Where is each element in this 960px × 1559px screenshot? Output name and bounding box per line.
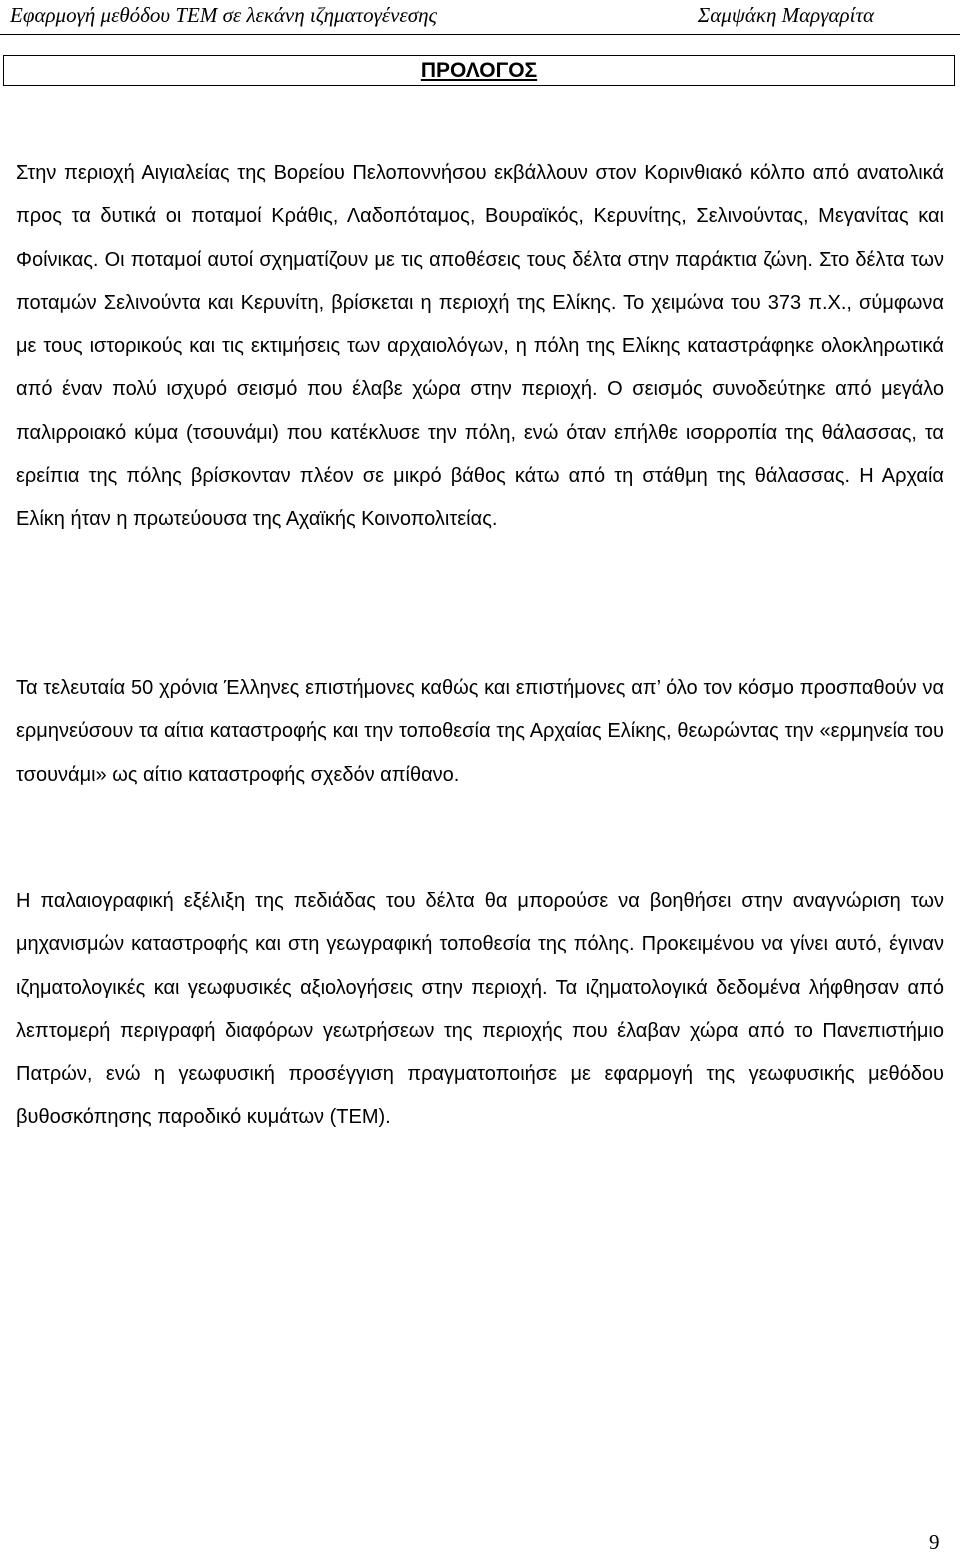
paragraph-intro: Στην περιοχή Αιγιαλείας της Βορείου Πελοποννήσου εκβάλλουν στον Κορινθιακό κόλπο από ανατολικά προς τα δυτικά οι ποταμοί Κράθις, Λαδοπόταμος, Βουραϊκός, Κερυνίτης, Σελινούντας, Μεγανίτας και Φοίνικας. Οι ποταμοί αυτοί σχηματίζουν με τις αποθέσεις τους δέλτα στην παράκτια ζώνη. Στο δέλτα των ποταμών Σελινούντα και Κερυνίτη, βρίσκεται η περιοχή της Ελίκης. Το χειμώνα του 373 π.Χ., σύμφωνα με τους ιστορικούς και τις εκτιμήσεις των αρχαιολόγων, η πόλη της Ελίκης καταστράφηκε ολοκληρωτικά από έναν πολύ ισχυρό σεισμό που έλαβε χώρα στην περιοχή. Ο σεισμός συνοδεύτηκε από μεγάλο παλιρροιακό κύμα (τσουνάμι) που κατέκλυσε την πόλη, ενώ όταν επήλθε ισορροπία της θάλασσας, τα ερείπια της πόλης βρίσκονταν πλέον σε μικρό βάθος κάτω από τη στάθμη της θάλασσας. Η Αρχαία Ελίκη ήταν η πρωτεύουσα της Αχαϊκής Κοινοπολιτείας.: [16, 162, 944, 531]
section-title: ΠΡΟΛΟΓΟΣ: [420, 59, 538, 82]
header-author: Σαμψάκη Μαργαρίτα: [697, 3, 874, 27]
page-number: 9: [929, 1530, 940, 1554]
section-title-box: [3, 55, 955, 86]
header-divider: [0, 34, 960, 35]
paragraph-methods: Η παλαιογραφική εξέλιξη της πεδιάδας του δέλτα θα μπορούσε να βοηθήσει στην αναγνώριση των μηχανισμών καταστροφής και στη γεωγραφική τοποθεσία της πόλης. Προκειμένου να γίνει αυτό, έγιναν ιζηματολογικές και γεωφυσικές αξιολογήσεις στην περιοχή. Τα ιζηματολογικά δεδομένα λήφθησαν από λεπτομερή περιγραφή διαφόρων γεωτρήσεων της περιοχής που έλαβαν χώρα από το Πανεπιστήμιο Πατρών, ενώ η γεωφυσική προσέγγιση πραγματοποιήσε με εφαρμογή της γεωφυσικής μεθόδου βυθοσκόπησης παροδικό κυμάτων (TEM).: [16, 890, 944, 1129]
header-document-title: Εφαρμογή μεθόδου TEM σε λεκάνη ιζηματογένεσης: [10, 3, 438, 27]
running-header: [0, 0, 960, 34]
paragraph-research: Τα τελευταία 50 χρόνια Έλληνες επιστήμονες καθώς και επιστήμονες απ’ όλο τον κόσμο προσπαθούν να ερμηνεύσουν τα αίτια καταστροφής και την τοποθεσία της Αρχαίας Ελίκης, θεωρώντας την «ερμηνεία του τσουνάμι» ως αίτιο καταστροφής σχεδόν απίθανο.: [16, 677, 944, 786]
